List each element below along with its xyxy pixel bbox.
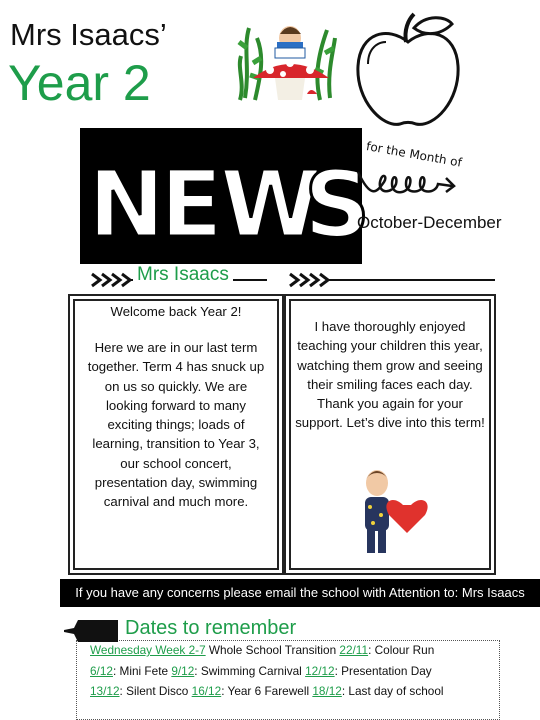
teacher-name: Mrs Isaacs [133, 264, 233, 286]
welcome-box [73, 299, 279, 570]
dates-list [90, 640, 490, 702]
date-label: 9/12 [171, 663, 195, 678]
welcome-heading: Welcome back Year 2! [110, 304, 242, 319]
event-label: : Silent Disco [119, 684, 192, 698]
chevron-divider [290, 272, 495, 288]
date-range: October-December [357, 213, 502, 232]
event-label: : Last day of school [341, 684, 444, 698]
message-body: I have thoroughly enjoyed teaching your children this year, watching them grow and seeing their smiling faces each day. Thank you again for your support. Let’s dive into this term! [295, 319, 485, 431]
event-label: Whole School Transition [205, 643, 340, 657]
news-letter: W [220, 151, 322, 258]
news-letter: E [160, 151, 223, 258]
date-label: 6/12 [90, 663, 113, 678]
news-letter: N [88, 151, 165, 258]
date-label: 22/11 [339, 643, 369, 657]
date-label: 13/12 [90, 684, 120, 698]
swirl-arrow-icon [352, 132, 472, 218]
header-title: Mrs Isaacs’ [10, 17, 167, 52]
for-the-month-of-label [352, 132, 472, 218]
event-label: : Colour Run [368, 643, 435, 657]
concerns-banner: If you have any concerns please email the school with Attention to: Mrs Isaacs [60, 579, 540, 607]
child-reading-on-mushroom-icon [235, 8, 340, 110]
welcome-body: Here we are in our last term together. Term 4 has snuck up on us so quickly. We are looking forward to many exciting things; loads of learning, transition to Year 3, our school concert, presentation day, swimming carnival and much more. [87, 340, 265, 510]
date-label: 12/12 [305, 663, 335, 678]
news-letter: S [304, 151, 371, 258]
class-title: Year 2 [8, 55, 151, 111]
date-label: 18/12 [312, 684, 342, 698]
event-label: : Presentation Day [334, 663, 432, 678]
event-label: : Swimming Carnival [194, 663, 306, 678]
date-label: 16/12 [191, 684, 222, 698]
event-label: : Year 6 Farewell [221, 684, 313, 698]
for-the-month-of-text: for the Month of [365, 139, 463, 170]
apple-outline-icon [348, 6, 468, 136]
news-banner [80, 128, 371, 264]
dates-heading: Dates to remember [122, 617, 299, 640]
event-label: : Mini Fete [112, 663, 172, 678]
teacher-with-heart-icon [355, 465, 437, 557]
date-label: Wednesday Week 2-7 [90, 643, 206, 657]
